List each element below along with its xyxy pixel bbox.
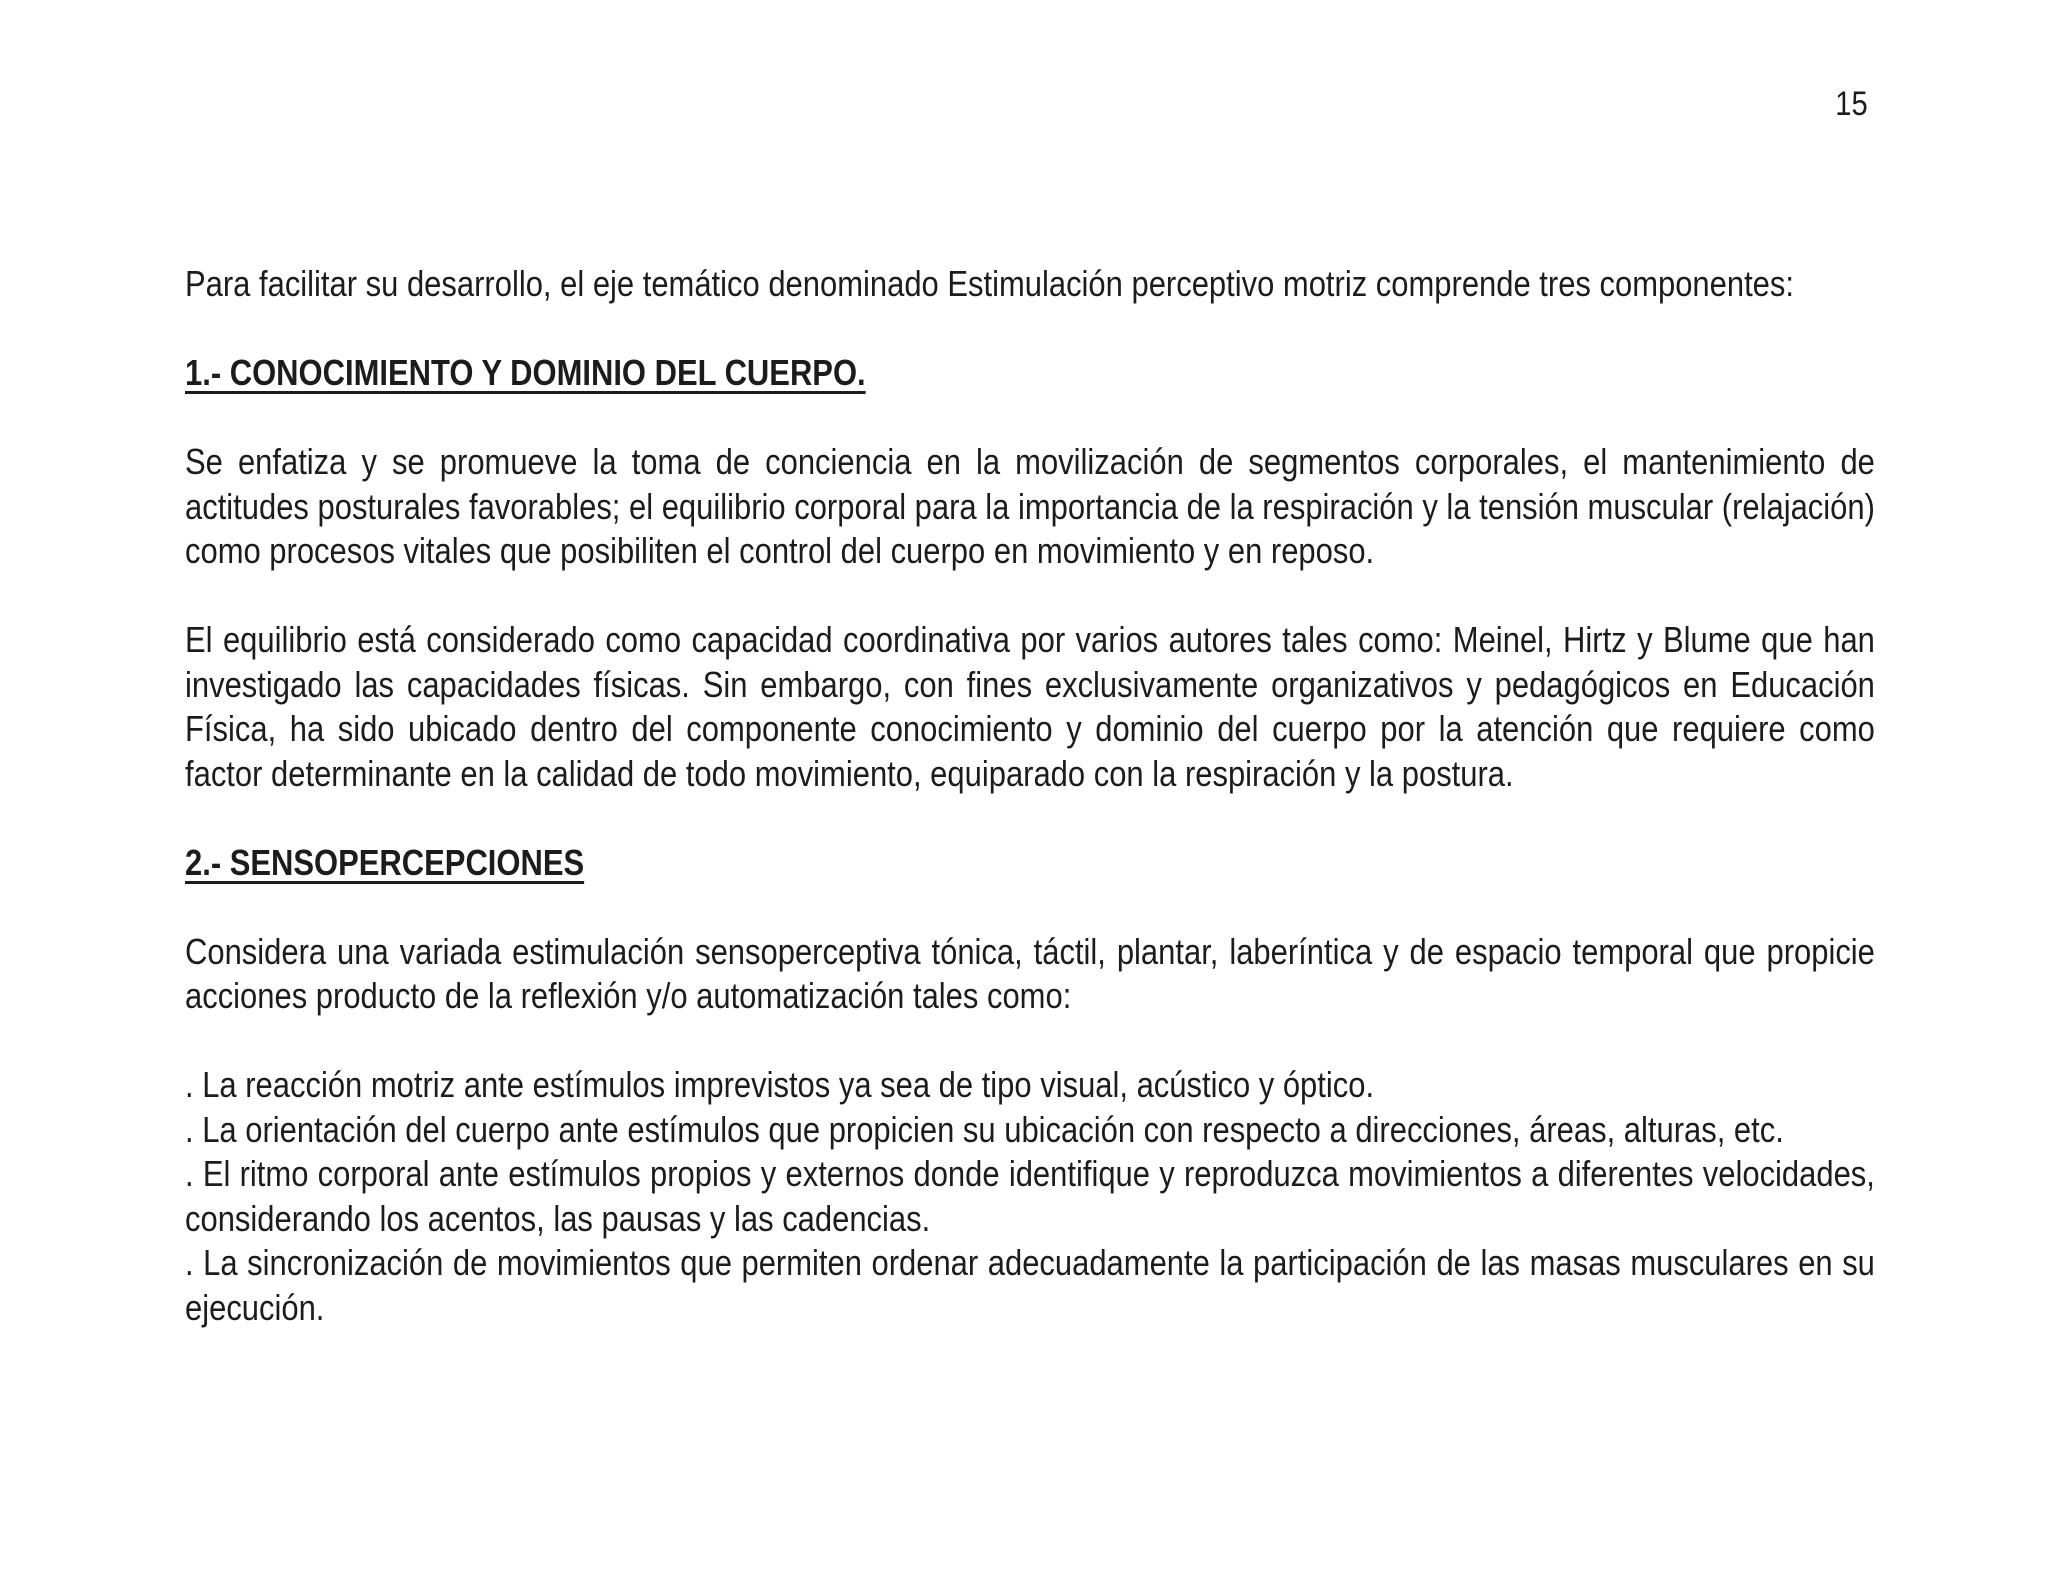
list-item: . La sincronización de movimientos que permiten ordenar adecuadamente la participación de las masas musculares en su ejecución. bbox=[185, 1242, 1875, 1328]
section-heading-conocimiento: 1.- CONOCIMIENTO Y DOMINIO DEL CUERPO. bbox=[185, 352, 866, 393]
page-number: 15 bbox=[1835, 85, 1868, 123]
list-item: . El ritmo corporal ante estímulos propios y externos donde identifique y reproduzca movimientos a diferentes velocidades, considerando los acentos, las pausas y las cadencias. bbox=[185, 1153, 1875, 1239]
intro-paragraph: Para facilitar su desarrollo, el eje temático denominado Estimulación perceptivo motriz comprende tres componentes: bbox=[185, 263, 1794, 304]
sensopercepciones-list bbox=[185, 1063, 1875, 1330]
section2-paragraph: Considera una variada estimulación sensoperceptiva tónica, táctil, plantar, laberíntica y de espacio temporal que propicie acciones producto de la reflexión y/o automatización tales como: bbox=[185, 930, 1875, 1016]
list-item: . La reacción motriz ante estímulos imprevistos ya sea de tipo visual, acústico y óptico. bbox=[185, 1064, 1375, 1105]
page-content bbox=[185, 262, 1875, 1330]
list-item: . La orientación del cuerpo ante estímulos que propicien su ubicación con respecto a direcciones, áreas, alturas, etc. bbox=[185, 1108, 1784, 1150]
section1-paragraph-1: Se enfatiza y se promueve la toma de conciencia en la movilización de segmentos corporales, el mantenimiento de actitudes posturales favorables; el equilibrio corporal para la importancia de la respiración y la tensión muscular (relajación) como procesos vitales que posibiliten el control del cuerpo en movimiento y en reposo. bbox=[185, 441, 1875, 571]
section-heading-sensopercepciones: 2.- SENSOPERCEPCIONES bbox=[185, 841, 585, 883]
section1-paragraph-2: El equilibrio está considerado como capacidad coordinativa por varios autores tales como: Meinel, Hirtz y Blume que han investigado las capacidades físicas. Sin embargo, con fines exclusivamente organizativos y pedagógicos en Educación Física, ha sido ubicado dentro del componente conocimiento y dominio del cuerpo por la atención que requiere como factor determinante en la calidad de todo movimiento, equiparado con la respiración y la postura. bbox=[185, 619, 1875, 794]
